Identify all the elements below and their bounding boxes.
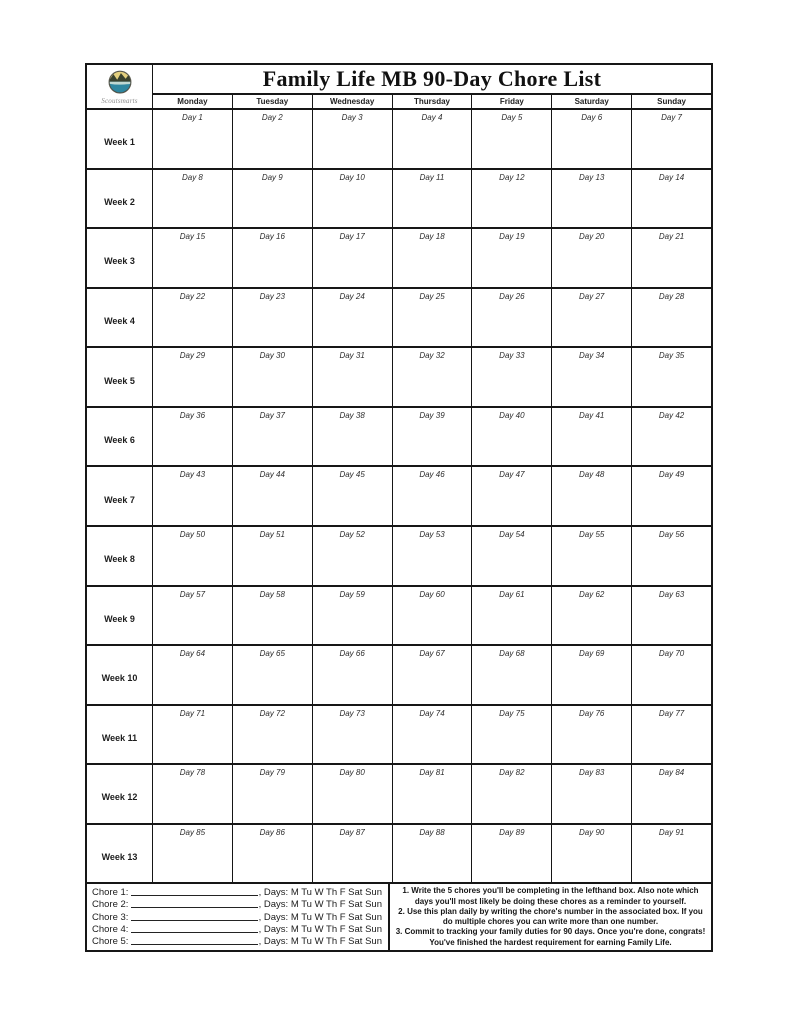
week-row <box>87 406 711 466</box>
day-cell <box>392 706 472 764</box>
day-cell <box>471 765 551 823</box>
chore-blank-line <box>131 932 257 933</box>
day-label: Day 8 <box>181 172 203 182</box>
week-row <box>87 346 711 406</box>
day-cell <box>471 289 551 347</box>
day-cell <box>392 765 472 823</box>
day-cell <box>152 527 232 585</box>
chore-days-label: , Days: M Tu W Th F Sat Sun <box>258 899 382 911</box>
day-label: Day 40 <box>499 410 525 420</box>
chore-label: Chore 5: <box>92 935 129 947</box>
day-cell <box>631 706 711 764</box>
day-of-week-header: Saturday <box>551 95 631 108</box>
page-title: Family Life MB 90-Day Chore List <box>152 65 711 95</box>
day-cell <box>392 110 472 168</box>
week-label: Week 3 <box>104 256 135 267</box>
day-label: Day 34 <box>579 351 605 361</box>
day-label: Day 35 <box>658 351 685 361</box>
day-cell <box>392 229 472 287</box>
day-label: Day 52 <box>339 529 365 539</box>
chore-chart-sheet <box>85 63 713 952</box>
day-cell <box>312 229 392 287</box>
day-label: Day 46 <box>419 470 445 480</box>
day-label: Day 64 <box>179 649 206 659</box>
chore-days-label: , Days: M Tu W Th F Sat Sun <box>258 887 382 899</box>
day-label: Day 5 <box>501 113 523 122</box>
day-cell <box>471 408 551 466</box>
day-label: Day 11 <box>419 172 445 182</box>
day-label: Day 65 <box>259 649 285 659</box>
day-label: Day 30 <box>259 351 285 361</box>
day-cell <box>551 587 631 645</box>
day-cell <box>232 110 312 168</box>
day-cell <box>631 527 711 585</box>
day-label: Day 62 <box>579 589 605 599</box>
day-cell <box>392 527 472 585</box>
day-cell <box>152 289 232 347</box>
logo-text: Scoutsmarts <box>101 97 138 105</box>
day-cell <box>551 110 631 168</box>
day-label: Day 82 <box>499 768 525 778</box>
chore-label: Chore 2: <box>92 899 129 911</box>
day-cell <box>232 825 312 883</box>
day-cell <box>471 646 551 704</box>
day-label: Day 71 <box>179 708 206 718</box>
chore-blank-line <box>131 907 257 908</box>
day-label: Day 85 <box>179 827 206 837</box>
day-label: Day 47 <box>499 470 525 480</box>
day-cell <box>631 587 711 645</box>
day-label: Day 43 <box>179 470 206 480</box>
day-label: Day 10 <box>339 172 365 182</box>
day-cell <box>232 229 312 287</box>
day-cell <box>232 170 312 228</box>
day-label: Day 73 <box>339 708 365 718</box>
day-cell <box>471 110 551 168</box>
weeks-body <box>87 108 711 882</box>
day-label: Day 21 <box>658 232 685 242</box>
day-cell <box>232 408 312 466</box>
chore-days-label: , Days: M Tu W Th F Sat Sun <box>258 911 382 923</box>
day-cell <box>312 408 392 466</box>
day-label: Day 42 <box>658 410 685 420</box>
chore-blank-line <box>131 895 257 896</box>
week-row <box>87 823 711 883</box>
chore-days-label: , Days: M Tu W Th F Sat Sun <box>258 935 382 947</box>
day-cell <box>631 467 711 525</box>
day-of-week-header: Monday <box>152 95 232 108</box>
day-cell <box>471 348 551 406</box>
day-cell <box>392 587 472 645</box>
day-of-week-header: Tuesday <box>232 95 312 108</box>
week-row <box>87 763 711 823</box>
day-cell <box>232 765 312 823</box>
instruction-item: 1. Write the 5 chores you'll be completing in the lefthand box. Also note which days you'll most likely be doing these chores as a reminder to yourself. <box>402 886 699 906</box>
day-label: Day 7 <box>661 113 683 122</box>
day-cell <box>312 706 392 764</box>
logo-cell <box>87 65 152 108</box>
day-cell <box>471 587 551 645</box>
day-of-week-header: Wednesday <box>312 95 392 108</box>
day-cell <box>232 348 312 406</box>
day-label: Day 80 <box>339 768 365 778</box>
day-cell <box>631 348 711 406</box>
day-cell <box>551 527 631 585</box>
day-label: Day 48 <box>579 470 605 480</box>
day-cell <box>152 348 232 406</box>
day-cell <box>232 587 312 645</box>
day-cell <box>471 170 551 228</box>
day-label: Day 67 <box>419 649 445 659</box>
day-cell <box>152 408 232 466</box>
day-of-week-header: Thursday <box>392 95 472 108</box>
week-label: Week 10 <box>101 673 138 684</box>
day-label: Day 53 <box>419 529 445 539</box>
day-label: Day 1 <box>181 113 203 122</box>
day-cell <box>312 348 392 406</box>
day-label: Day 24 <box>339 291 365 301</box>
day-label: Day 36 <box>179 410 206 420</box>
day-cell <box>551 289 631 347</box>
day-cell <box>312 467 392 525</box>
day-cell <box>551 646 631 704</box>
day-cell <box>551 348 631 406</box>
day-label: Day 9 <box>261 172 283 182</box>
day-label: Day 77 <box>658 708 685 718</box>
chore-list <box>87 884 388 950</box>
day-label: Day 87 <box>339 827 365 837</box>
day-cell <box>392 170 472 228</box>
day-label: Day 83 <box>579 768 605 778</box>
scoutsmarts-logo-icon <box>104 69 136 98</box>
day-label: Day 28 <box>658 291 685 301</box>
day-cell <box>152 646 232 704</box>
instructions <box>388 884 711 950</box>
day-label: Day 12 <box>499 172 525 182</box>
week-label: Week 4 <box>104 315 135 326</box>
week-row <box>87 585 711 645</box>
day-cell <box>152 229 232 287</box>
chore-label: Chore 3: <box>92 911 129 923</box>
day-label: Day 54 <box>499 529 525 539</box>
chore-label: Chore 4: <box>92 923 129 935</box>
day-label: Day 37 <box>259 410 285 420</box>
week-label: Week 6 <box>104 435 135 446</box>
chore-blank-line <box>131 944 257 945</box>
week-row <box>87 465 711 525</box>
week-row <box>87 644 711 704</box>
day-cell <box>631 408 711 466</box>
day-cell <box>471 825 551 883</box>
day-cell <box>631 170 711 228</box>
week-label: Week 13 <box>101 852 138 863</box>
day-label: Day 79 <box>259 768 285 778</box>
day-label: Day 32 <box>419 351 445 361</box>
day-cell <box>471 527 551 585</box>
week-row <box>87 525 711 585</box>
day-cell <box>392 348 472 406</box>
chore-line <box>92 899 382 910</box>
week-label: Week 11 <box>101 732 138 743</box>
day-label: Day 13 <box>579 172 605 182</box>
week-label: Week 2 <box>104 196 135 207</box>
day-cell <box>232 527 312 585</box>
day-label: Day 27 <box>579 291 605 301</box>
day-cell <box>312 110 392 168</box>
day-cell <box>312 170 392 228</box>
day-cell <box>551 229 631 287</box>
day-cell <box>631 646 711 704</box>
instruction-item: 3. Commit to tracking your family duties for 90 days. Once you're done, congrats! You've finished the hardest requirement for earning Family Life. <box>395 927 706 947</box>
day-cell <box>232 646 312 704</box>
day-cell <box>471 706 551 764</box>
day-cell <box>152 825 232 883</box>
day-label: Day 56 <box>658 529 685 539</box>
day-label: Day 25 <box>419 291 445 301</box>
day-label: Day 84 <box>658 768 685 778</box>
day-cell <box>471 229 551 287</box>
day-cell <box>551 765 631 823</box>
day-label: Day 51 <box>259 529 285 539</box>
day-cell <box>312 765 392 823</box>
day-cell <box>232 706 312 764</box>
day-label: Day 89 <box>499 827 525 837</box>
day-cell <box>392 646 472 704</box>
day-label: Day 31 <box>339 351 365 361</box>
day-label: Day 55 <box>579 529 605 539</box>
day-cell <box>631 289 711 347</box>
day-label: Day 59 <box>339 589 365 599</box>
day-label: Day 41 <box>579 410 605 420</box>
day-cell <box>312 646 392 704</box>
week-row <box>87 227 711 287</box>
day-label: Day 78 <box>179 768 206 778</box>
week-row <box>87 168 711 228</box>
week-label: Week 1 <box>104 137 135 148</box>
day-label: Day 58 <box>259 589 285 599</box>
day-cell <box>152 706 232 764</box>
day-label: Day 50 <box>179 529 206 539</box>
day-label: Day 68 <box>499 649 525 659</box>
day-cell <box>312 289 392 347</box>
day-label: Day 2 <box>261 113 283 122</box>
chore-line <box>92 887 382 898</box>
day-cell <box>392 467 472 525</box>
day-cell <box>392 825 472 883</box>
day-label: Day 86 <box>259 827 285 837</box>
day-label: Day 57 <box>179 589 206 599</box>
day-label: Day 74 <box>419 708 445 718</box>
day-cell <box>631 229 711 287</box>
day-cell <box>152 467 232 525</box>
day-label: Day 44 <box>259 470 285 480</box>
day-label: Day 81 <box>419 768 445 778</box>
week-label: Week 5 <box>104 375 135 386</box>
day-label: Day 22 <box>179 291 206 301</box>
chore-line <box>92 924 382 935</box>
day-label: Day 33 <box>499 351 525 361</box>
day-label: Day 75 <box>499 708 525 718</box>
day-cell <box>631 765 711 823</box>
day-of-week-header: Friday <box>471 95 551 108</box>
day-label: Day 76 <box>579 708 605 718</box>
day-label: Day 19 <box>499 232 525 242</box>
day-cell <box>392 408 472 466</box>
day-label: Day 45 <box>339 470 365 480</box>
day-label: Day 39 <box>419 410 445 420</box>
day-label: Day 70 <box>658 649 685 659</box>
day-cell <box>551 408 631 466</box>
day-label: Day 17 <box>339 232 365 242</box>
chore-line <box>92 912 382 923</box>
day-label: Day 60 <box>419 589 445 599</box>
day-cell <box>631 110 711 168</box>
day-label: Day 69 <box>579 649 605 659</box>
day-cell <box>471 467 551 525</box>
day-label: Day 23 <box>259 291 285 301</box>
week-row <box>87 704 711 764</box>
instruction-item: 2. Use this plan daily by writing the chore's number in the associated box. If you do multiple chores you can write more than one number. <box>398 906 703 927</box>
week-row <box>87 108 711 168</box>
day-label: Day 15 <box>179 232 206 242</box>
day-label: Day 49 <box>658 470 685 480</box>
chart-header <box>87 65 711 108</box>
day-cell <box>312 527 392 585</box>
day-label: Day 3 <box>341 113 363 122</box>
day-label: Day 16 <box>259 232 285 242</box>
day-label: Day 88 <box>419 827 445 837</box>
day-label: Day 18 <box>419 232 445 242</box>
day-label: Day 26 <box>499 291 525 301</box>
day-label: Day 29 <box>179 351 206 361</box>
day-cell <box>551 467 631 525</box>
week-label: Week 7 <box>104 494 135 505</box>
chore-label: Chore 1: <box>92 887 129 899</box>
day-cell <box>392 289 472 347</box>
day-label: Day 72 <box>259 708 285 718</box>
day-label: Day 38 <box>339 410 365 420</box>
day-cell <box>152 765 232 823</box>
chore-blank-line <box>131 920 257 921</box>
week-label: Week 9 <box>104 613 135 624</box>
day-label: Day 6 <box>581 113 603 122</box>
day-cell <box>152 587 232 645</box>
day-cell <box>232 467 312 525</box>
chart-footer <box>87 882 711 950</box>
day-label: Day 91 <box>658 827 685 837</box>
day-label: Day 90 <box>579 827 605 837</box>
day-cell <box>152 170 232 228</box>
day-cell <box>631 825 711 883</box>
day-label: Day 14 <box>658 172 685 182</box>
day-label: Day 4 <box>421 113 443 122</box>
day-cell <box>312 587 392 645</box>
day-label: Day 20 <box>579 232 605 242</box>
day-cell <box>551 170 631 228</box>
day-cell <box>232 289 312 347</box>
day-cell <box>152 110 232 168</box>
week-label: Week 8 <box>104 554 135 565</box>
day-cell <box>312 825 392 883</box>
chore-days-label: , Days: M Tu W Th F Sat Sun <box>258 923 382 935</box>
day-cell <box>551 706 631 764</box>
day-of-week-header: Sunday <box>631 95 711 108</box>
day-label: Day 63 <box>658 589 685 599</box>
week-label: Week 12 <box>101 792 138 803</box>
week-row <box>87 287 711 347</box>
day-label: Day 66 <box>339 649 365 659</box>
day-label: Day 61 <box>499 589 525 599</box>
chore-line <box>92 936 382 947</box>
day-cell <box>551 825 631 883</box>
